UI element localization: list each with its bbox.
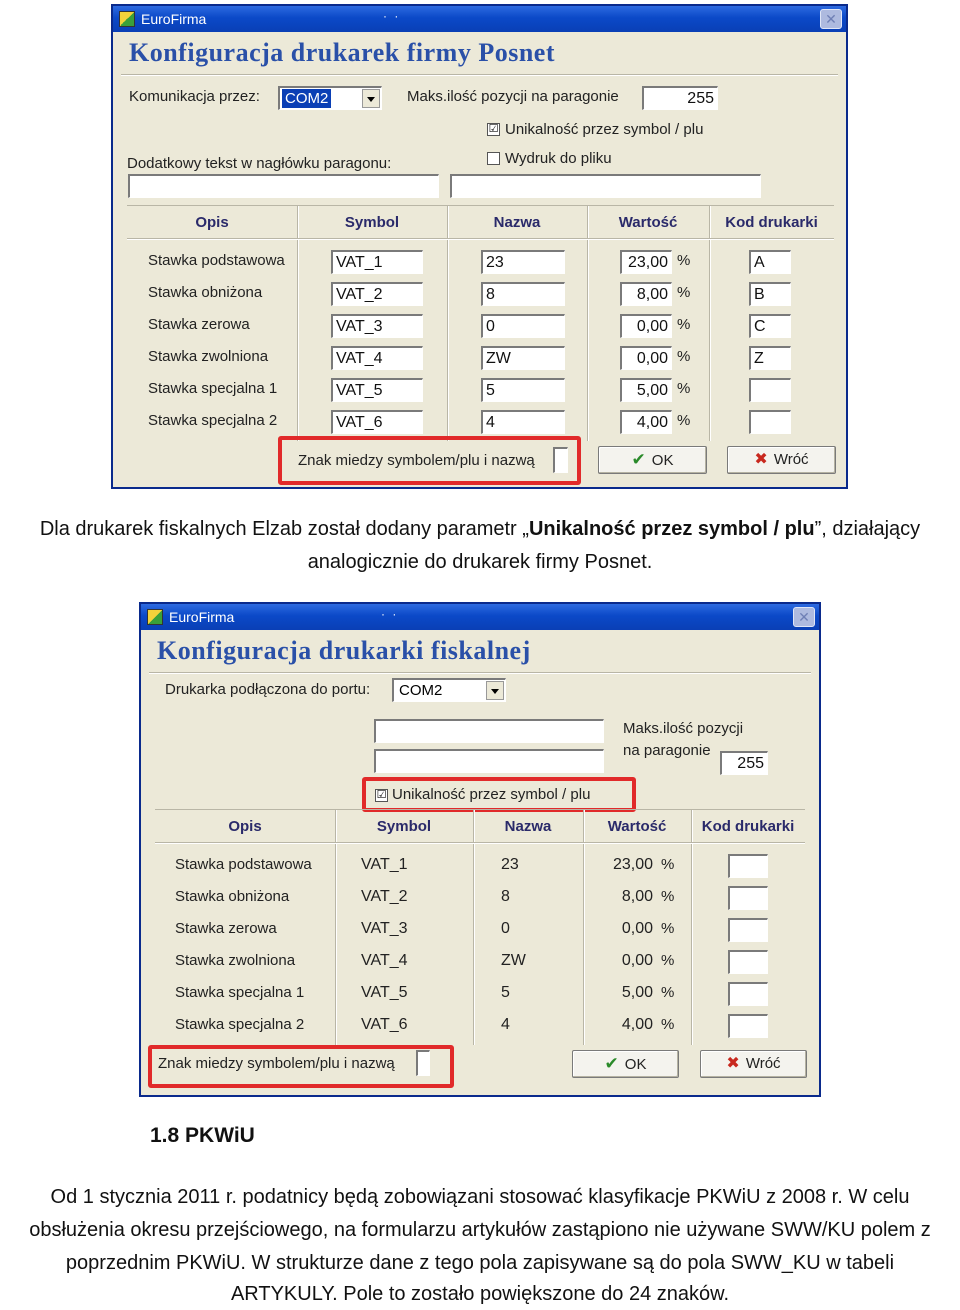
- back-label: Wróć: [773, 451, 809, 468]
- section-title: 1.8 PKWiU: [150, 1124, 255, 1147]
- percent-sign: %: [661, 984, 675, 1001]
- separator-label: Znak miedzy symbolem/plu i nazwą: [158, 1055, 395, 1072]
- row-symbol-input[interactable]: VAT_1: [331, 250, 423, 274]
- row-opis: Stawka zwolniona: [148, 348, 269, 365]
- row-kod-input[interactable]: [728, 854, 768, 878]
- row-symbol-input[interactable]: VAT_3: [331, 314, 423, 338]
- row-wartosc-input[interactable]: 0,00: [620, 346, 672, 370]
- column-divider: [297, 206, 299, 441]
- title-bar[interactable]: [113, 6, 846, 32]
- max-items-label-2: na paragonie: [623, 742, 711, 759]
- ok-label: OK: [624, 1056, 647, 1073]
- row-opis: Stawka zwolniona: [175, 952, 296, 969]
- percent-sign: %: [661, 1016, 675, 1033]
- row-kod-input[interactable]: Z: [749, 346, 791, 370]
- separator-label: Znak miedzy symbolem/plu i nazwą: [298, 452, 535, 469]
- row-symbol: VAT_3: [361, 920, 408, 937]
- unique-symbol-highlight: [362, 777, 636, 812]
- ok-button[interactable]: [572, 1050, 679, 1078]
- extra-header-input-1[interactable]: [128, 174, 439, 198]
- column-divider: [709, 206, 711, 441]
- unique-symbol-label: Unikalność przez symbol / plu: [392, 786, 591, 803]
- header-symbol: Symbol: [344, 214, 400, 231]
- percent-sign: %: [661, 920, 675, 937]
- back-button[interactable]: [700, 1050, 807, 1078]
- row-nazwa-input[interactable]: 4: [481, 410, 565, 434]
- cross-icon: ✖: [726, 1055, 740, 1072]
- checkmark-icon: ✔: [604, 1054, 619, 1073]
- row-nazwa-input[interactable]: 5: [481, 378, 565, 402]
- header-symbol: Symbol: [376, 818, 432, 835]
- fiscal-printer-config-window: [139, 602, 821, 1097]
- column-divider: [447, 206, 449, 441]
- unique-symbol-checkbox[interactable]: ☑: [488, 123, 499, 135]
- row-opis: Stawka podstawowa: [175, 856, 312, 873]
- cross-icon: ✖: [754, 451, 768, 468]
- chevron-down-icon[interactable]: [486, 681, 504, 700]
- max-items-input[interactable]: 255: [642, 86, 718, 110]
- elzab-note-after: ”, działający: [814, 518, 921, 540]
- posnet-config-window: [111, 4, 848, 489]
- app-icon: [119, 11, 135, 27]
- row-kod-input[interactable]: [728, 886, 768, 910]
- extra-header-label: Dodatkowy tekst w nagłówku paragonu:: [127, 155, 392, 172]
- row-nazwa: 5: [501, 984, 510, 1001]
- header-nazwa: Nazwa: [504, 818, 552, 835]
- elzab-note-line-1: [0, 513, 960, 546]
- heading-divider: [149, 672, 811, 674]
- unique-symbol-label: Unikalność przez symbol / plu: [505, 121, 704, 138]
- vat-rates-table: [155, 809, 805, 1045]
- row-kod-input[interactable]: B: [749, 282, 791, 306]
- title-dots: · ·: [381, 607, 399, 621]
- percent-sign: %: [661, 856, 675, 873]
- back-button[interactable]: [727, 446, 836, 474]
- unique-symbol-checkbox[interactable]: ☑: [376, 789, 387, 801]
- header-kod: Kod drukarki: [701, 818, 795, 835]
- row-symbol: VAT_1: [361, 856, 408, 873]
- ok-label: OK: [651, 452, 674, 469]
- header-opis: Opis: [195, 214, 229, 231]
- row-opis: Stawka specjalna 1: [148, 380, 278, 397]
- percent-sign: %: [677, 380, 691, 397]
- chevron-down-icon[interactable]: [362, 89, 380, 108]
- percent-sign: %: [661, 888, 675, 905]
- row-nazwa-input[interactable]: 23: [481, 250, 565, 274]
- dialog-heading: Konfiguracja drukarek firmy Posnet: [129, 38, 555, 67]
- row-kod-input[interactable]: [728, 918, 768, 942]
- comm-port-select[interactable]: [278, 86, 382, 110]
- row-nazwa-input[interactable]: ZW: [481, 346, 565, 370]
- row-symbol-input[interactable]: VAT_5: [331, 378, 423, 402]
- close-icon[interactable]: ✕: [793, 607, 815, 627]
- row-nazwa: 23: [501, 856, 519, 873]
- column-divider: [473, 810, 475, 1045]
- row-kod-input[interactable]: C: [749, 314, 791, 338]
- comm-port-value: COM2: [282, 89, 331, 108]
- row-opis: Stawka zerowa: [148, 316, 250, 333]
- row-opis: Stawka specjalna 2: [148, 412, 278, 429]
- elzab-note-bold: Unikalność przez symbol / plu: [528, 518, 815, 540]
- column-divider: [335, 810, 337, 1045]
- pkwiu-para-line-3: poprzednim PKWiU. W strukturze dane z tego pola zapisywane są do pola SWW_KU w tabeli: [65, 1252, 895, 1274]
- row-kod-input[interactable]: [728, 950, 768, 974]
- print-to-file-checkbox[interactable]: [487, 152, 500, 165]
- ok-button[interactable]: [598, 446, 707, 474]
- percent-sign: %: [661, 952, 675, 969]
- app-icon: [147, 609, 163, 625]
- header-wartosc: Wartość: [607, 818, 667, 835]
- header-opis: Opis: [228, 818, 262, 835]
- row-symbol: VAT_2: [361, 888, 408, 905]
- row-kod-input[interactable]: [749, 410, 791, 434]
- row-nazwa: 8: [501, 888, 510, 905]
- pkwiu-para-line-1: Od 1 stycznia 2011 r. podatnicy będą zobowiązani stosować klasyfikacje PKWiU z 2008 r. W celu: [50, 1186, 910, 1208]
- port-label: Drukarka podłączona do portu:: [165, 681, 371, 698]
- title-dots: · ·: [383, 9, 401, 23]
- percent-sign: %: [677, 252, 691, 269]
- percent-sign: %: [677, 316, 691, 333]
- row-wartosc-input[interactable]: 4,00: [620, 410, 672, 434]
- comm-label: Komunikacja przez:: [129, 88, 260, 105]
- back-label: Wróć: [745, 1055, 781, 1072]
- row-wartosc: 0,00: [621, 952, 653, 969]
- row-kod-input[interactable]: [728, 982, 768, 1006]
- row-symbol: VAT_6: [361, 1016, 408, 1033]
- elzab-note-before: Dla drukarek fiskalnych Elzab został dodany parametr „: [39, 518, 529, 540]
- separator-highlight: [148, 1045, 454, 1088]
- header-kod: Kod drukarki: [725, 214, 818, 231]
- extra-header-input-2[interactable]: [450, 174, 761, 198]
- row-wartosc: 0,00: [621, 920, 653, 937]
- row-nazwa-input[interactable]: 8: [481, 282, 565, 306]
- window-title: EuroFirma: [141, 11, 207, 27]
- separator-highlight: [278, 436, 581, 485]
- row-nazwa-input[interactable]: 0: [481, 314, 565, 338]
- row-opis: Stawka zerowa: [175, 920, 277, 937]
- port-select[interactable]: [392, 678, 506, 702]
- max-items-label-1: Maks.ilość pozycji: [623, 720, 744, 737]
- row-nazwa: 0: [501, 920, 510, 937]
- column-divider: [691, 810, 693, 1045]
- row-wartosc-input[interactable]: 5,00: [620, 378, 672, 402]
- row-wartosc: 4,00: [621, 1016, 653, 1033]
- elzab-note-line-2: analogicznie do drukarek firmy Posnet.: [307, 551, 653, 573]
- column-divider: [583, 810, 585, 1045]
- pkwiu-para-line-4: ARTYKULY. Pole to zostało powiększone do 24 znaków.: [230, 1283, 730, 1305]
- row-wartosc-input[interactable]: 0,00: [620, 314, 672, 338]
- heading-divider: [121, 74, 838, 76]
- row-symbol-input[interactable]: VAT_2: [331, 282, 423, 306]
- row-symbol: VAT_4: [361, 952, 408, 969]
- row-wartosc: 5,00: [621, 984, 653, 1001]
- header-divider: [127, 238, 834, 240]
- row-symbol-input[interactable]: VAT_6: [331, 410, 423, 434]
- row-opis: Stawka specjalna 1: [175, 984, 305, 1001]
- row-nazwa: 4: [501, 1016, 510, 1033]
- header-nazwa: Nazwa: [493, 214, 541, 231]
- max-items-input[interactable]: 255: [720, 751, 768, 775]
- header-wartosc: Wartość: [618, 214, 678, 231]
- row-symbol-input[interactable]: VAT_4: [331, 346, 423, 370]
- max-items-label: Maks.ilość pozycji na paragonie: [407, 88, 619, 105]
- row-wartosc-input[interactable]: 23,00: [620, 250, 672, 274]
- window-title: EuroFirma: [169, 609, 235, 625]
- row-opis: Stawka specjalna 2: [175, 1016, 305, 1033]
- percent-sign: %: [677, 412, 691, 429]
- row-opis: Stawka obniżona: [148, 284, 263, 301]
- title-bar[interactable]: [141, 604, 819, 630]
- row-opis: Stawka podstawowa: [148, 252, 285, 269]
- close-icon[interactable]: ✕: [820, 9, 842, 29]
- header-divider: [155, 842, 805, 844]
- row-nazwa: ZW: [501, 952, 526, 969]
- percent-sign: %: [677, 284, 691, 301]
- row-opis: Stawka obniżona: [175, 888, 290, 905]
- text-input-1[interactable]: [374, 719, 604, 743]
- pkwiu-para-line-2: obsłużenia okresu przejściowego, na formularzu artykułów zastąpiono nie używane SWW/KU polem z: [29, 1219, 931, 1241]
- print-to-file-label: Wydruk do pliku: [505, 150, 612, 167]
- dialog-heading: Konfiguracja drukarki fiskalnej: [157, 636, 531, 665]
- column-divider: [587, 206, 589, 441]
- port-value: COM2: [399, 682, 443, 699]
- row-kod-input[interactable]: [728, 1014, 768, 1038]
- text-input-2[interactable]: [374, 749, 604, 773]
- row-wartosc: 8,00: [621, 888, 653, 905]
- row-symbol: VAT_5: [361, 984, 408, 1001]
- row-kod-input[interactable]: [749, 378, 791, 402]
- row-wartosc: 23,00: [612, 856, 653, 873]
- vat-rates-table: [127, 205, 834, 441]
- checkmark-icon: ✔: [631, 450, 646, 469]
- row-wartosc-input[interactable]: 8,00: [620, 282, 672, 306]
- row-kod-input[interactable]: A: [749, 250, 791, 274]
- percent-sign: %: [677, 348, 691, 365]
